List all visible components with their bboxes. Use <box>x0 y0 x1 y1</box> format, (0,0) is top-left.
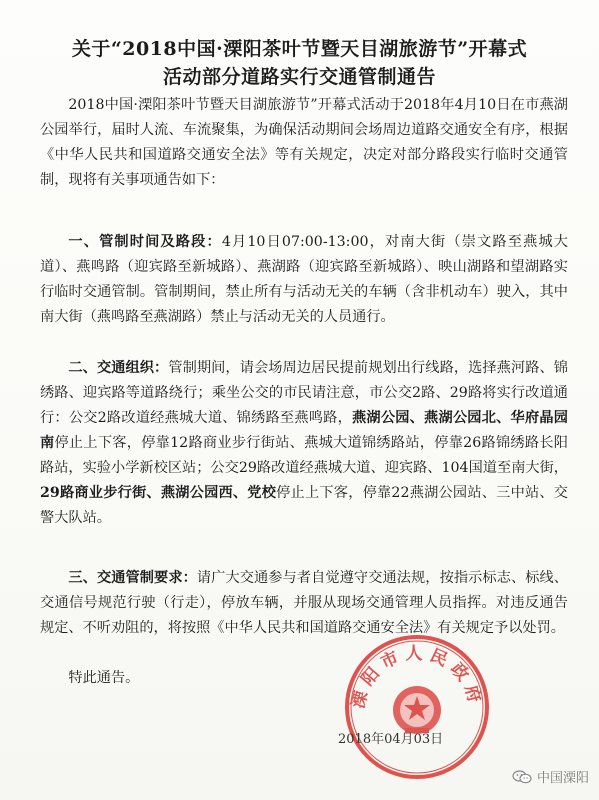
signature-date: 2018年04月03日 <box>338 732 444 747</box>
section-2-text-end: 停止上下客，停靠22燕湖公园站、三中站、交警大队站。 <box>40 485 568 526</box>
section-2-text: 管制期间，请会场周边居民提前规划出行线路，选择燕河路、锦绣路、迎宾路等道路绕行；乘坐公交的市民请注意，市公交2路、29路将实行改道通行：公交2路改道经燕城大道、锦绣路至燕鸣路， <box>40 360 568 426</box>
section-1-heading: 一、管制时间及路段： <box>68 234 222 250</box>
watermark-text: 中国溧阳 <box>536 771 589 786</box>
closing-line: 特此通告。 <box>68 670 140 686</box>
official-seal <box>342 632 492 782</box>
section-3 <box>40 566 568 641</box>
source-watermark <box>512 767 589 786</box>
svg-text:溧阳市人民政府: 溧阳市人民政府 <box>348 644 486 711</box>
section-2-stops-bold-2: 29路商业步行街、燕湖公园西、党校 <box>40 485 277 501</box>
section-2-heading: 二、交通组织： <box>68 360 169 376</box>
section-2-text-cont: 停止上下客，停靠12路商业步行街站、燕城大道锦绣路站，停靠26路锦绣路长阳路站，实验小学新校区站；公交29路改道经燕城大道、迎宾路、104国道至南大街， <box>40 435 568 476</box>
section-1 <box>40 230 568 330</box>
section-2 <box>40 356 568 531</box>
intro-paragraph: 2018中国·溧阳茶叶节暨天目湖旅游节”开幕式活动于2018年4月10日在市燕湖公园举行，届时人流、车流聚集，为确保活动期间会场周边道路交通安全有序，根据《中华人民共和国道路交通安全法》等有关规定，决定对部分路段实行临时交通管制，现将有关事项通告如下： <box>40 97 568 188</box>
section-1-body: 4月10日07:00-13:00，对南大街（崇文路至燕城大道）、燕鸣路（迎宾路至新城路）、燕湖路（迎宾路至新城路）、映山湖路和望湖路实行临时交通管制。管制期间，禁止所有与活动无关的车辆（含非机动车）驶入，其中南大街（燕鸣路至燕湖路）禁止与活动无关的人员通行。 <box>40 234 568 325</box>
document-title-line2: 活动部分道路实行交通管制通告 <box>162 66 436 88</box>
national-emblem-icon <box>393 686 441 734</box>
wechat-icon <box>512 770 532 784</box>
section-2-stops-bold: 燕湖公园、燕湖公园北、华府晶园南 <box>40 410 568 451</box>
section-3-body: 请广大交通参与者自觉遵守交通法规，按指示标志、标线、交通信号规范行驶（行走），停放车辆，并服从现场交通管理人员指挥。对违反通告规定、不听劝阻的，将按照《中华人民共和国道路交通安全法》有关规定予以处罚。 <box>40 570 568 636</box>
section-3-heading: 三、交通管制要求： <box>68 570 197 586</box>
document-title-line1: 关于“2018中国·溧阳茶叶节暨天目湖旅游节”开幕式 <box>71 38 528 60</box>
